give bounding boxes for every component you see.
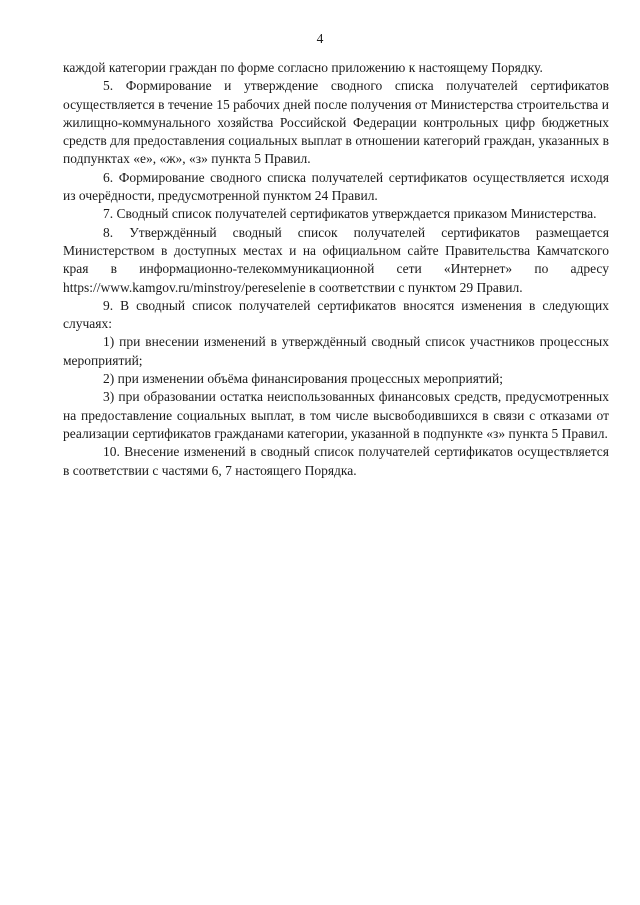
document-body <box>63 59 609 480</box>
paragraph-item-5: 5. Формирование и утверждение сводного списка получателей сертификатов осуществляется в течение 15 рабочих дней после получения от Министерства строительства и жилищно-коммунального хозяйства Российской Федерации контрольных цифр бюджетных средств для предоставления социальных выплат в отношении категорий граждан, указанных в подпунктах «е», «ж», «з» пункта 5 Правил. <box>63 78 609 167</box>
page-number: 4 <box>316 31 324 46</box>
paragraph-continuation: каждой категории граждан по форме согласно приложению к настоящему Порядку. <box>63 60 543 75</box>
paragraph-subitem-1: 1) при внесении изменений в утверждённый сводный список участников процессных мероприятий; <box>63 334 609 368</box>
paragraph-item-8: 8. Утверждённый сводный список получателей сертификатов размещается Министерством в доступных местах и на официальном сайте Правительства Камчатского края в информационно-телекоммуникационной сети «Интернет» по адресу https://www.kamgov.ru/minstroy/pereselenie в соответствии с пунктом 29 Правил. <box>63 224 609 295</box>
paragraph-item-10: 10. Внесение изменений в сводный список получателей сертификатов осуществляется в соответствии с частями 6, 7 настоящего Порядка. <box>63 444 609 478</box>
paragraph-subitem-2: 2) при изменении объёма финансирования процессных мероприятий; <box>103 371 504 387</box>
paragraph-item-6: 6. Формирование сводного списка получателей сертификатов осуществляется исходя из очерёдности, предусмотренной пунктом 24 Правил. <box>63 169 609 204</box>
paragraph-item-9: 9. В сводный список получателей сертификатов вносятся изменения в следующих случаях: <box>63 297 609 332</box>
paragraph-item-7: 7. Сводный список получателей сертификатов утверждается приказом Министерства. <box>103 206 597 222</box>
paragraph-subitem-3: 3) при образовании остатка неиспользованных финансовых средств, предусмотренных на предоставление социальных выплат, в том числе высвободившихся в связи с отказами от реализации сертификатов гражданами категории, указанной в подпункте «з» пункта 5 Правил. <box>63 389 609 441</box>
